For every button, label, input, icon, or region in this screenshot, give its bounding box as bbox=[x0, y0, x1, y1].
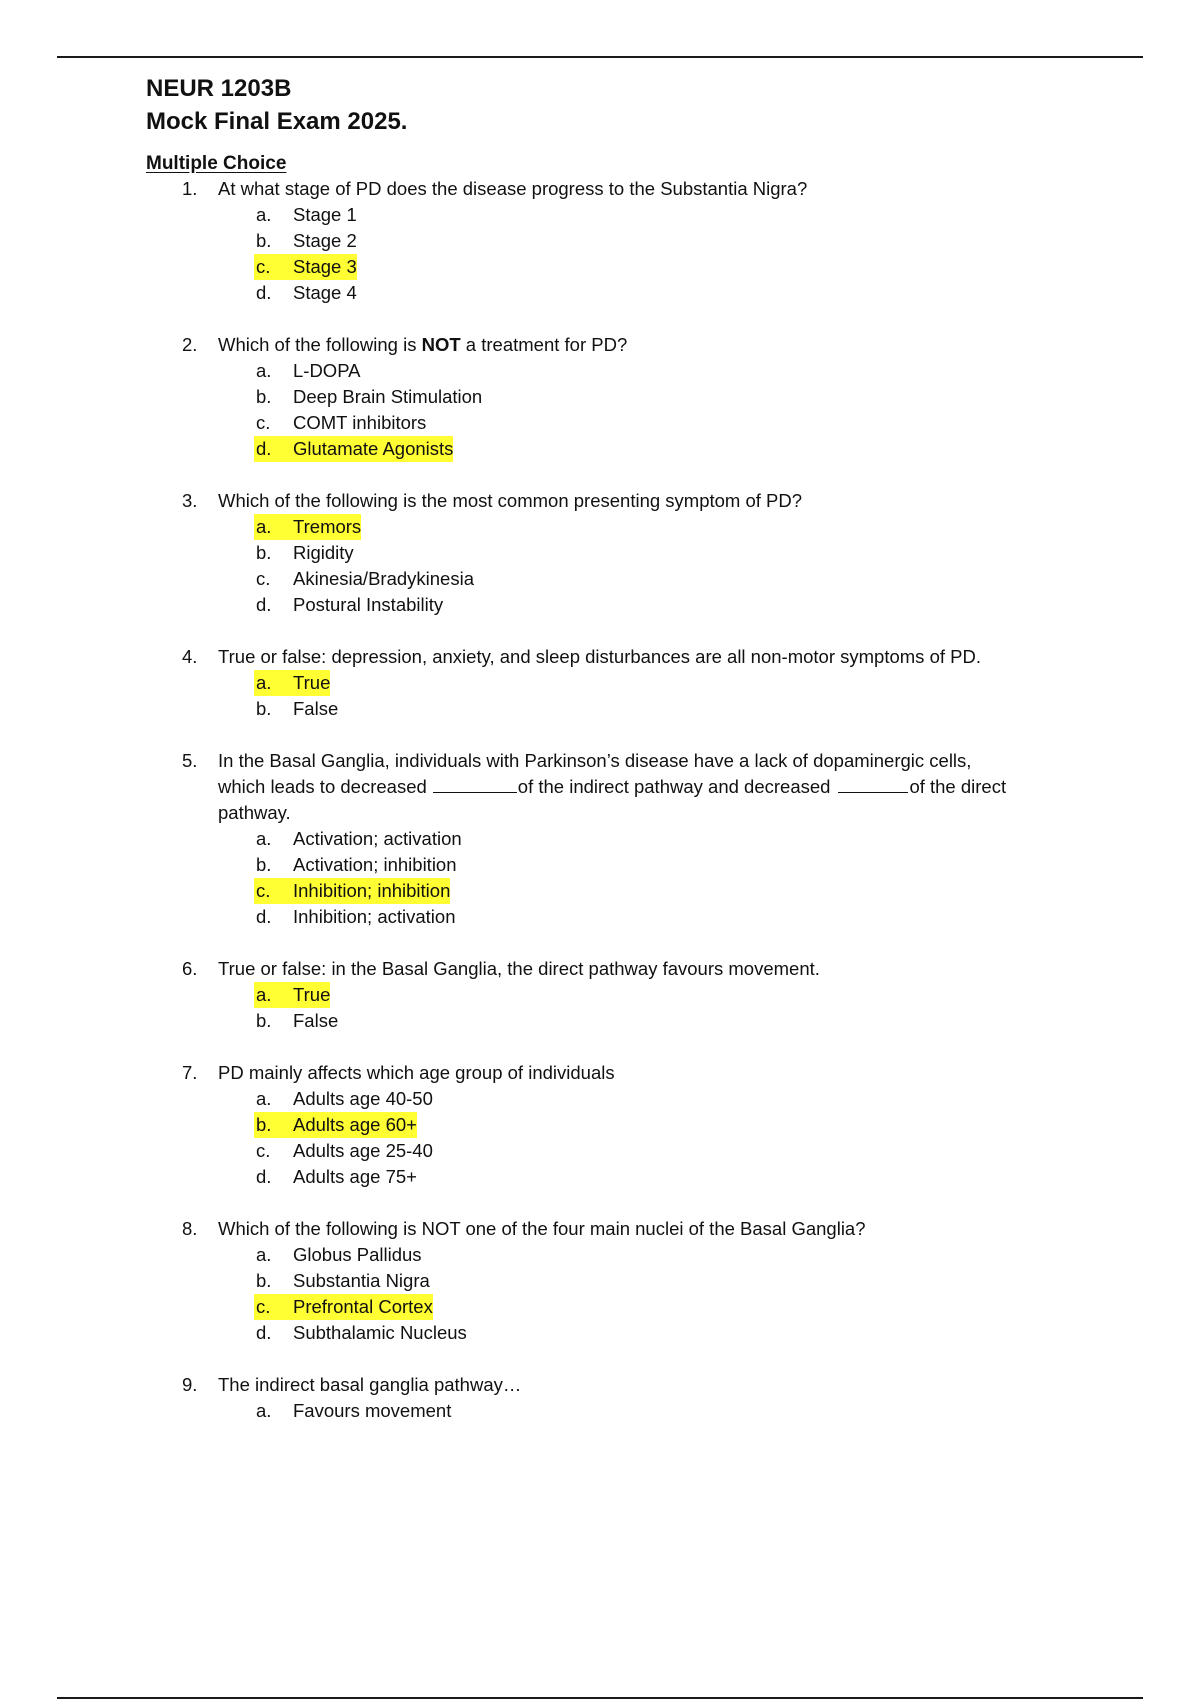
option-list bbox=[146, 514, 1086, 618]
option-list bbox=[146, 358, 1086, 462]
question-6 bbox=[146, 956, 1086, 1034]
option-letter: a. bbox=[256, 1400, 272, 1421]
bottom-rule bbox=[57, 1697, 1143, 1699]
question-text: True or false: depression, anxiety, and sleep disturbances are all non-motor symptoms of PD. bbox=[218, 646, 981, 667]
option-d[interactable] bbox=[254, 280, 1086, 306]
option-list bbox=[146, 1242, 1086, 1346]
option-d[interactable] bbox=[254, 592, 1086, 618]
option-letter: a. bbox=[256, 828, 272, 849]
question-9 bbox=[146, 1372, 1086, 1424]
question-text-part: of the indirect pathway and decreased bbox=[517, 776, 831, 797]
question-text: Which of the following is NOT one of the four main nuclei of the Basal Ganglia? bbox=[218, 1218, 866, 1239]
option-a-highlighted-answer[interactable] bbox=[254, 514, 1086, 540]
option-letter: b. bbox=[256, 1010, 272, 1031]
option-letter: a. bbox=[256, 204, 272, 225]
option-c[interactable] bbox=[254, 566, 1086, 592]
option-text: False bbox=[293, 698, 339, 719]
option-letter: d. bbox=[256, 906, 272, 927]
option-text: Substantia Nigra bbox=[293, 1270, 430, 1291]
question-text-line: pathway. bbox=[218, 802, 291, 823]
option-letter: a. bbox=[256, 360, 272, 381]
question-text-part: of the direct bbox=[909, 776, 1007, 797]
option-c-highlighted-answer[interactable] bbox=[254, 254, 1086, 280]
question-text: At what stage of PD does the disease progress to the Substantia Nigra? bbox=[218, 178, 808, 199]
exam-document bbox=[146, 72, 1086, 1424]
option-letter: c. bbox=[256, 412, 271, 433]
question-text: The indirect basal ganglia pathway… bbox=[218, 1374, 522, 1395]
option-b[interactable] bbox=[254, 1008, 1086, 1034]
question-list bbox=[146, 176, 1086, 1424]
option-c-highlighted-answer[interactable] bbox=[254, 878, 1086, 904]
emphasis-not: NOT bbox=[421, 334, 461, 355]
option-text: Deep Brain Stimulation bbox=[293, 386, 483, 407]
top-rule bbox=[57, 56, 1143, 58]
option-text: Inhibition; activation bbox=[293, 906, 456, 927]
option-list bbox=[146, 982, 1086, 1034]
question-stem bbox=[146, 176, 1086, 202]
option-letter: b. bbox=[256, 1114, 272, 1135]
option-letter: c. bbox=[256, 880, 271, 901]
option-letter: b. bbox=[256, 230, 272, 251]
question-7 bbox=[146, 1060, 1086, 1190]
fill-in-blank bbox=[433, 774, 517, 793]
question-number: 7. bbox=[182, 1062, 198, 1083]
question-text bbox=[218, 332, 1086, 358]
question-text-part: Which of the following is bbox=[218, 334, 422, 355]
option-list bbox=[146, 1398, 1086, 1424]
option-text: Tremors bbox=[293, 516, 362, 537]
option-text: Stage 1 bbox=[293, 204, 357, 225]
option-list bbox=[146, 826, 1086, 930]
option-text: Globus Pallidus bbox=[293, 1244, 422, 1265]
option-letter: d. bbox=[256, 1166, 272, 1187]
exam-title: Mock Final Exam 2025. bbox=[146, 108, 408, 135]
question-text: PD mainly affects which age group of individuals bbox=[218, 1062, 615, 1083]
option-letter: c. bbox=[256, 256, 271, 277]
option-text: Inhibition; inhibition bbox=[293, 880, 451, 901]
question-number: 6. bbox=[182, 958, 198, 979]
option-text: L-DOPA bbox=[293, 360, 361, 381]
option-letter: c. bbox=[256, 1140, 271, 1161]
option-text: Rigidity bbox=[293, 542, 354, 563]
question-5 bbox=[146, 748, 1086, 930]
option-text: Stage 3 bbox=[293, 256, 357, 277]
option-letter: b. bbox=[256, 854, 272, 875]
option-a[interactable] bbox=[254, 1398, 1086, 1424]
option-letter: a. bbox=[256, 984, 272, 1005]
question-stem bbox=[146, 1216, 1086, 1242]
option-text: COMT inhibitors bbox=[293, 412, 427, 433]
option-letter: d. bbox=[256, 1322, 272, 1343]
option-letter: a. bbox=[256, 1088, 272, 1109]
option-d[interactable] bbox=[254, 904, 1086, 930]
option-letter: c. bbox=[256, 568, 271, 589]
option-letter: b. bbox=[256, 542, 272, 563]
fill-in-blank bbox=[838, 774, 908, 793]
option-text: Activation; activation bbox=[293, 828, 462, 849]
question-number: 9. bbox=[182, 1374, 198, 1395]
option-list bbox=[146, 670, 1086, 722]
option-text: Adults age 75+ bbox=[293, 1166, 417, 1187]
option-text: Activation; inhibition bbox=[293, 854, 457, 875]
question-number: 8. bbox=[182, 1218, 198, 1239]
option-text: True bbox=[293, 984, 331, 1005]
question-text-line: In the Basal Ganglia, individuals with Parkinson’s disease have a lack of dopaminergic cells, bbox=[218, 750, 972, 771]
option-d-highlighted-answer[interactable] bbox=[254, 436, 1086, 462]
question-2 bbox=[146, 332, 1086, 462]
option-text: Stage 2 bbox=[293, 230, 357, 251]
option-b[interactable] bbox=[254, 384, 1086, 410]
question-number: 3. bbox=[182, 490, 198, 511]
option-text: False bbox=[293, 1010, 339, 1031]
question-stem bbox=[146, 1372, 1086, 1398]
question-stem bbox=[146, 644, 1086, 670]
question-stem bbox=[146, 748, 1086, 826]
option-list bbox=[146, 202, 1086, 306]
question-text-part: a treatment for PD? bbox=[460, 334, 628, 355]
option-a[interactable] bbox=[254, 826, 1086, 852]
option-list bbox=[146, 1086, 1086, 1190]
option-text: True bbox=[293, 672, 331, 693]
section-heading: Multiple Choice bbox=[146, 153, 287, 174]
option-b[interactable] bbox=[254, 696, 1086, 722]
option-letter: d. bbox=[256, 594, 272, 615]
option-text: Adults age 40-50 bbox=[293, 1088, 433, 1109]
option-text: Adults age 60+ bbox=[293, 1114, 417, 1135]
option-d[interactable] bbox=[254, 1164, 1086, 1190]
option-b[interactable] bbox=[254, 1268, 1086, 1294]
question-stem bbox=[146, 956, 1086, 982]
option-text: Stage 4 bbox=[293, 282, 357, 303]
question-text: Which of the following is the most common presenting symptom of PD? bbox=[218, 490, 803, 511]
question-3 bbox=[146, 488, 1086, 618]
option-a-highlighted-answer[interactable] bbox=[254, 982, 1086, 1008]
option-text: Akinesia/Bradykinesia bbox=[293, 568, 474, 589]
option-letter: a. bbox=[256, 672, 272, 693]
question-text-part: which leads to decreased bbox=[218, 776, 427, 797]
question-stem bbox=[146, 332, 1086, 358]
option-letter: a. bbox=[256, 1244, 272, 1265]
option-letter: a. bbox=[256, 516, 272, 537]
option-letter: b. bbox=[256, 386, 272, 407]
question-8 bbox=[146, 1216, 1086, 1346]
option-c-highlighted-answer[interactable] bbox=[254, 1294, 1086, 1320]
option-a[interactable] bbox=[254, 1086, 1086, 1112]
option-a[interactable] bbox=[254, 1242, 1086, 1268]
question-number: 2. bbox=[182, 334, 198, 355]
option-text: Prefrontal Cortex bbox=[293, 1296, 433, 1317]
question-text: True or false: in the Basal Ganglia, the direct pathway favours movement. bbox=[218, 958, 820, 979]
option-letter: c. bbox=[256, 1296, 271, 1317]
option-b[interactable] bbox=[254, 540, 1086, 566]
section-heading-wrap bbox=[146, 138, 1086, 176]
option-a-highlighted-answer[interactable] bbox=[254, 670, 1086, 696]
option-text: Glutamate Agonists bbox=[293, 438, 454, 459]
option-letter: b. bbox=[256, 698, 272, 719]
option-c[interactable] bbox=[254, 410, 1086, 436]
question-4 bbox=[146, 644, 1086, 722]
option-text: Subthalamic Nucleus bbox=[293, 1322, 467, 1343]
option-text: Favours movement bbox=[293, 1400, 452, 1421]
option-b-highlighted-answer[interactable] bbox=[254, 1112, 1086, 1138]
question-number: 1. bbox=[182, 178, 198, 199]
option-text: Adults age 25-40 bbox=[293, 1140, 433, 1161]
option-letter: b. bbox=[256, 1270, 272, 1291]
option-letter: d. bbox=[256, 438, 272, 459]
course-title: NEUR 1203B bbox=[146, 75, 292, 102]
option-b[interactable] bbox=[254, 852, 1086, 878]
option-a[interactable] bbox=[254, 202, 1086, 228]
option-a[interactable] bbox=[254, 358, 1086, 384]
option-b[interactable] bbox=[254, 228, 1086, 254]
question-stem bbox=[146, 488, 1086, 514]
option-c[interactable] bbox=[254, 1138, 1086, 1164]
question-stem bbox=[146, 1060, 1086, 1086]
option-d[interactable] bbox=[254, 1320, 1086, 1346]
question-text bbox=[218, 748, 1086, 826]
question-1 bbox=[146, 176, 1086, 306]
question-number: 4. bbox=[182, 646, 198, 667]
question-number: 5. bbox=[182, 750, 198, 771]
option-text: Postural Instability bbox=[293, 594, 444, 615]
option-letter: d. bbox=[256, 282, 272, 303]
